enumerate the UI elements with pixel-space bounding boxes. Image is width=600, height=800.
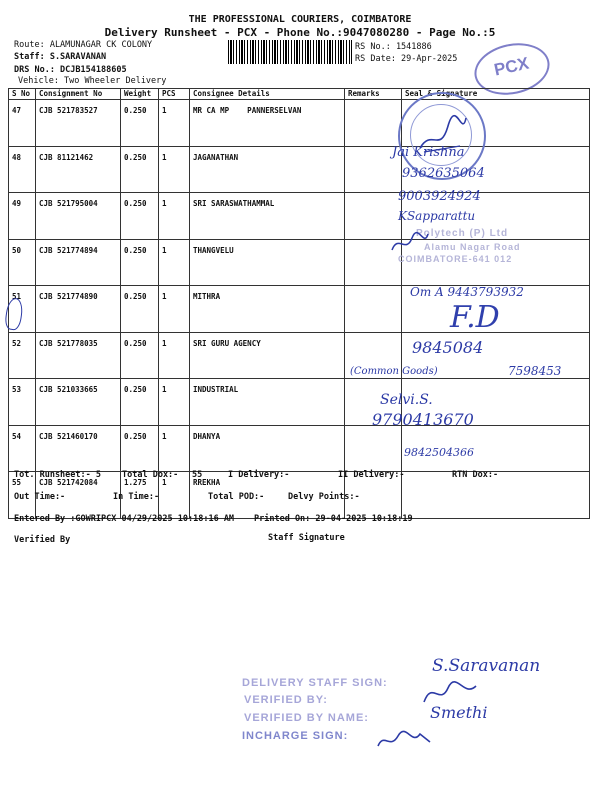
cell-consignment: CJB 521774894 [36,239,121,286]
bottom-signature-incharge-icon [374,728,434,752]
cell-consignee: JAGANATHAN [190,146,345,193]
cell-consignment: CJB 521774890 [36,286,121,333]
cell-remarks [345,286,402,333]
company-name: THE PROFESSIONAL COURIERS, COIMBATORE [188,14,412,25]
bottom-stamp-line4: INCHARGE SIGN: [242,730,349,742]
handwriting-row49-phone: 9003924924 [398,189,481,204]
vehicle-text: Vehicle: Two Wheeler Delivery [18,76,167,86]
in-time: In Time:- [113,492,160,502]
staff-signature: Staff Signature [268,533,345,543]
cell-pcs: 1 [159,193,190,240]
pcx-stamp-text: PCX [492,53,531,80]
cell-pcs: 1 [159,239,190,286]
cell-consignment: CJB 521783527 [36,100,121,147]
table-row [9,146,590,193]
cell-consignee: MITHRA [190,286,345,333]
cell-pcs: 1 [159,425,190,472]
col-seal-signature: Seal & Signature [402,89,590,100]
handwriting-row53-number: 9845084 [412,338,484,357]
handwriting-row52: F.D [450,300,500,335]
total-pod: Total POD:- [208,492,265,502]
company-stamp-row50 [390,228,560,274]
handwriting-row51: Om A 9443793932 [410,285,524,299]
barcode [228,40,352,64]
printed-on: Printed On: 29-04-2025 10:18:19 [254,514,413,524]
handwriting-row48-phone: 9362635064 [402,166,485,181]
table-row [9,379,590,426]
cell-sno: 47 [9,100,36,147]
cell-weight: 0.250 [121,100,159,147]
rs-number: RS No.: 1541886 [355,42,432,52]
cell-pcs: 1 [159,332,190,379]
company-stamp-line3: COIMBATORE-641 012 [398,254,513,264]
company-stamp-line1: Polytech (P) Ltd [416,228,509,239]
bottom-signature-name: Smethi [430,703,488,722]
total-dox-value: 55 [192,470,203,480]
drs-number: DRS No.: DCJB154188605 [14,65,127,75]
cell-pcs: 1 [159,100,190,147]
col-consignment: Consignment No [36,89,121,100]
route-text: Route: ALAMUNAGAR CK COLONY [14,40,153,50]
entered-by: Entered By :GOWRIPCX 04/29/2025 10:18:16 AM [14,514,235,524]
cell-consignment: CJB 521778035 [36,332,121,379]
cell-consignee: THANGVELU [190,239,345,286]
cell-sno: 50 [9,239,36,286]
cell-sno: 48 [9,146,36,193]
out-time: Out Time:- [14,492,66,502]
cell-consignee: RREKHA [190,472,345,519]
table-row [9,425,590,472]
handwriting-row54-phone: 9790413670 [372,410,474,429]
cell-weight: 0.250 [121,425,159,472]
table-header-row [9,89,590,100]
cell-consignment: CJB 521795004 [36,193,121,240]
bottom-stamp-line3: VERIFIED BY NAME: [244,712,369,724]
bottom-signature-staff: S.Saravanan [432,656,541,676]
handwriting-row48-name: Jai Krishna [392,145,465,160]
table-row [9,100,590,147]
cell-remarks [345,425,402,472]
cell-weight: 0.250 [121,332,159,379]
cell-weight: 0.250 [121,146,159,193]
cell-consignment: CJB 521742084 [36,472,121,519]
cell-sno: 53 [9,379,36,426]
cell-pcs: 1 [159,286,190,333]
staff-text: Staff: S.SARAVANAN [14,52,107,62]
cell-consignee: INDUSTRIAL [190,379,345,426]
cell-sno: 49 [9,193,36,240]
cell-consignee: MR CA MP PANNERSELVAN [190,100,345,147]
total-dox-label: Total Dox:- [122,470,179,480]
company-stamp-line2: Alamu Nagar Road [424,242,521,252]
bottom-stamp-line2: VERIFIED BY: [244,694,328,706]
cell-pcs: 1 [159,472,190,519]
handwriting-row55-phone: 9842504366 [404,446,474,459]
table-row [9,332,590,379]
rs-date: RS Date: 29-Apr-2025 [355,54,458,64]
handwriting-row53-note: (Common Goods) [350,366,438,377]
cell-remarks [345,100,402,147]
col-remarks: Remarks [345,89,402,100]
verified-by: Verified By [14,535,71,545]
signature-scribble-icon [390,230,430,256]
i-delivery: I Delivery:- [228,470,290,480]
handwriting-row54-name: Selvi.S. [380,392,433,408]
ii-delivery: II Delivery:- [338,470,405,480]
cell-sno: 55 [9,472,36,519]
col-sno: S No [9,89,36,100]
total-runsheet: Tot. Runsheet:- 5 [14,470,101,480]
col-weight: Weight [121,89,159,100]
cell-consignee: SRI GURU AGENCY [190,332,345,379]
cell-consignment: CJB 521033665 [36,379,121,426]
cell-pcs: 1 [159,379,190,426]
handwriting-row53-phone: 7598453 [508,364,562,378]
bottom-stamp-line1: DELIVERY STAFF SIGN: [242,677,388,689]
col-pcs: PCS [159,89,190,100]
delvy-points: Delvy Points:- [288,492,360,502]
cell-weight: 1.275 [121,472,159,519]
runsheet-title: Delivery Runsheet - PCX - Phone No.:9047080280 - Page No.:5 [104,26,496,39]
cell-weight: 0.250 [121,286,159,333]
col-consignee: Consignee Details [190,89,345,100]
cell-weight: 0.250 [121,193,159,240]
cell-weight: 0.250 [121,379,159,426]
handwriting-row49-sign: KSapparattu [398,209,476,223]
cell-sno: 52 [9,332,36,379]
runsheet-table [8,88,590,519]
cell-pcs: 1 [159,146,190,193]
cell-sno: 54 [9,425,36,472]
rtn-dox: RTN Dox:- [452,470,499,480]
cell-consignee: SRI SARASWATHAMMAL [190,193,345,240]
cell-weight: 0.250 [121,239,159,286]
cell-consignment: CJB 81121462 [36,146,121,193]
cell-consignee: DHANYA [190,425,345,472]
cell-sno: 51 [9,286,36,333]
cell-consignment: CJB 521460170 [36,425,121,472]
